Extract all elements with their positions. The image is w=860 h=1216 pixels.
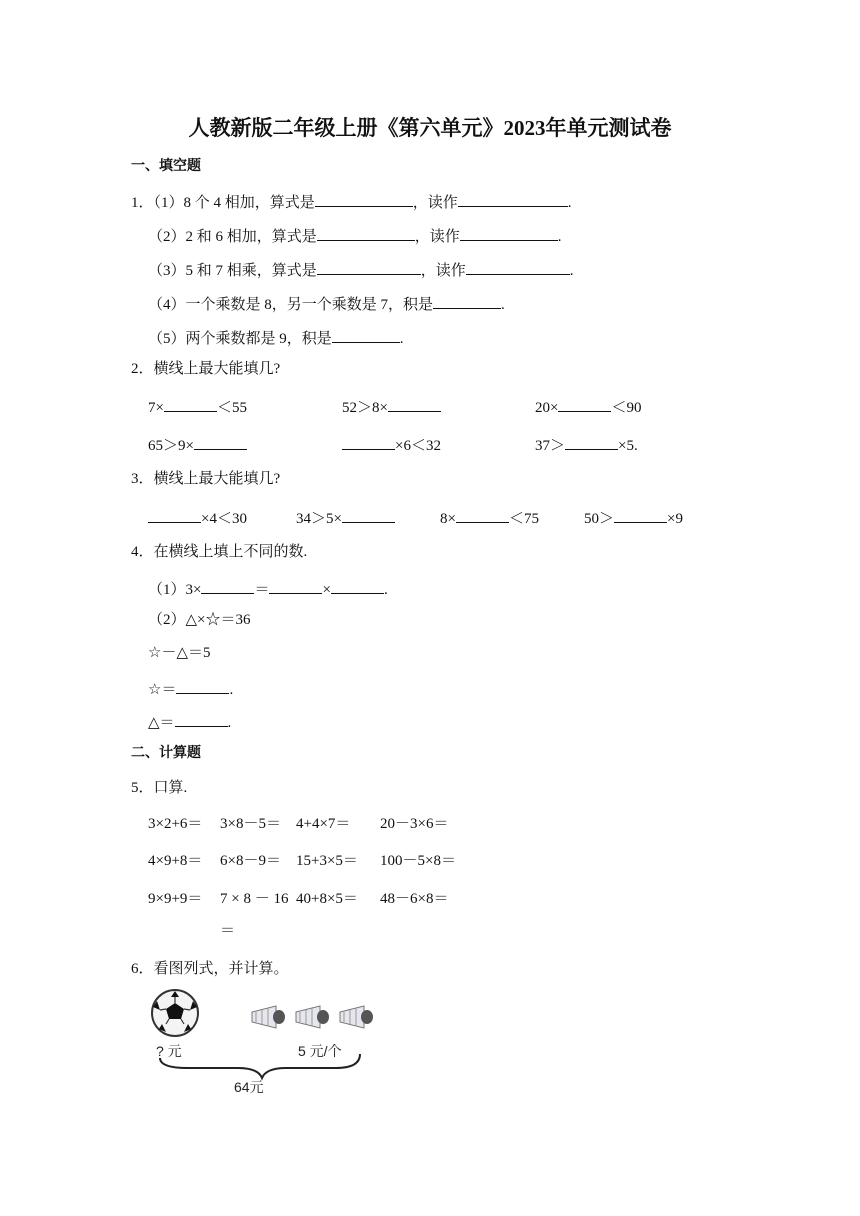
oral-calc-item: 20－3×6＝ — [380, 816, 449, 832]
answer-blank[interactable] — [315, 193, 413, 207]
oral-calc-item: 3×8－5＝ — [220, 816, 281, 832]
q1-part1-read: ，读作 — [412, 195, 458, 211]
answer-blank[interactable] — [466, 261, 570, 275]
section-fill-blank-heading: 一、填空题 — [131, 159, 201, 174]
q2-item — [535, 398, 641, 416]
shuttlecock-icon — [296, 1006, 329, 1028]
period: . — [501, 297, 505, 313]
answer-blank[interactable] — [460, 227, 558, 241]
answer-blank[interactable] — [148, 509, 201, 523]
shuttlecock-icon — [252, 1006, 285, 1028]
oral-calc-item: 6×8－9＝ — [220, 853, 281, 869]
q4-star-answer — [148, 680, 233, 698]
period: . — [569, 263, 574, 279]
q2-item-right: ＜90 — [611, 400, 642, 416]
q1-part3 — [148, 261, 574, 279]
q2-item-left: 65＞9× — [148, 438, 194, 454]
answer-blank[interactable] — [331, 580, 384, 594]
answer-blank[interactable] — [332, 329, 400, 343]
period: . — [383, 582, 388, 598]
q3-item — [584, 509, 683, 527]
page-title: 人教新版二年级上册《第六单元》2023年单元测试卷 — [188, 116, 672, 140]
answer-blank[interactable] — [175, 713, 228, 727]
q3-item — [296, 509, 395, 527]
q6-stem: 6．看图列式，并计算。 — [131, 961, 289, 977]
answer-blank[interactable] — [176, 680, 229, 694]
q4-part1 — [148, 580, 388, 598]
q1-part4-text: （4）一个乘数是 8，另一个乘数是 7，积是 — [148, 297, 434, 313]
q1-part5 — [148, 329, 404, 347]
q2-item-right: ×5. — [618, 438, 638, 454]
shuttlecock-icon — [340, 1006, 373, 1028]
q2-item-left: 52＞8× — [342, 400, 388, 416]
answer-blank[interactable] — [558, 398, 611, 412]
section-calculation-heading: 二、计算题 — [131, 746, 201, 761]
answer-blank[interactable] — [565, 436, 618, 450]
period: . — [399, 331, 404, 347]
q1-part1 — [131, 193, 572, 211]
oral-calc-item: 3×2+6＝ — [148, 816, 203, 832]
oral-calc-item: 4+4×7＝ — [296, 816, 351, 832]
oral-calc-item: 15+3×5＝ — [296, 853, 358, 869]
q4-part1-left: （1）3× — [148, 582, 202, 598]
answer-blank[interactable] — [614, 509, 667, 523]
answer-blank[interactable] — [433, 295, 501, 309]
q4-triangle-answer — [148, 713, 231, 731]
q4-part2: （2）△×☆＝36 — [148, 612, 251, 628]
q1-part2-read: ，读作 — [414, 229, 460, 245]
q2-item — [342, 398, 441, 416]
q2-item-right: ×6＜32 — [395, 438, 441, 454]
unit-price-label: 5 元/个 — [298, 1043, 342, 1059]
answer-blank[interactable] — [317, 227, 415, 241]
q6-figure — [148, 988, 388, 1098]
period: . — [567, 195, 572, 211]
q6-figure-drawing — [148, 988, 388, 1098]
q2-item-left: 20× — [535, 400, 559, 416]
soccer-ball-icon — [152, 990, 198, 1036]
q2-item-left: 7× — [148, 400, 164, 416]
q2-item — [342, 436, 441, 454]
answer-blank[interactable] — [456, 509, 509, 523]
q5-stem: 5．口算. — [131, 780, 188, 796]
q3-item-left: 34＞5× — [296, 511, 342, 527]
q1-part4 — [148, 295, 505, 313]
q4-stem: 4．在横线上填上不同的数. — [131, 544, 308, 560]
q2-item — [148, 436, 247, 454]
q4-condition: ☆－△＝5 — [148, 645, 211, 661]
answer-blank[interactable] — [458, 193, 568, 207]
q3-item-right: ×4＜30 — [201, 511, 247, 527]
answer-blank[interactable] — [317, 261, 421, 275]
q2-item-left: 37＞ — [535, 438, 566, 454]
star-label: ☆＝ — [148, 682, 177, 698]
q1-part2-text: （2）2 和 6 相加，算式是 — [148, 229, 317, 245]
period: . — [229, 682, 234, 698]
answer-blank[interactable] — [164, 398, 217, 412]
times-sign: × — [322, 582, 331, 598]
q3-stem: 3．横线上最大能填几? — [131, 471, 281, 487]
oral-calc-item: 40+8×5＝ — [296, 891, 358, 907]
triangle-label: △＝ — [148, 715, 175, 731]
q1-part3-read: ，读作 — [420, 263, 466, 279]
q1-part2 — [148, 227, 562, 245]
answer-blank[interactable] — [388, 398, 441, 412]
q3-item-right: ＜75 — [508, 511, 539, 527]
answer-blank[interactable] — [269, 580, 322, 594]
answer-blank[interactable] — [342, 436, 395, 450]
q3-item-left: 50＞ — [584, 511, 615, 527]
answer-blank[interactable] — [194, 436, 247, 450]
q3-item — [440, 509, 539, 527]
answer-blank[interactable] — [201, 580, 254, 594]
q2-stem: 2．横线上最大能填几? — [131, 361, 281, 377]
unknown-price-label: ? 元 — [156, 1043, 182, 1059]
q3-item-left: 8× — [440, 511, 456, 527]
oral-calc-item: 4×9+8＝ — [148, 853, 203, 869]
oral-calc-item: 7 × 8 － 16 — [220, 891, 289, 907]
oral-calc-wrapped-equals: ＝ — [220, 923, 236, 939]
answer-blank[interactable] — [342, 509, 395, 523]
total-price-label: 64元 — [234, 1079, 264, 1095]
oral-calc-item: 100－5×8＝ — [380, 853, 456, 869]
q3-item-right: ×9 — [667, 511, 683, 527]
q1-part5-text: （5）两个乘数都是 9，积是 — [148, 331, 332, 347]
q2-item — [148, 398, 247, 416]
q1-part3-text: （3）5 和 7 相乘，算式是 — [148, 263, 317, 279]
period: . — [227, 715, 232, 731]
q2-item — [535, 436, 638, 454]
equals-sign: ＝ — [254, 582, 270, 598]
q1-part1-text: 1．（1）8 个 4 相加，算式是 — [131, 195, 315, 211]
period: . — [557, 229, 562, 245]
q3-item — [148, 509, 247, 527]
oral-calc-item: 48－6×8＝ — [380, 891, 449, 907]
q2-item-right: ＜55 — [216, 400, 247, 416]
oral-calc-item: 9×9+9＝ — [148, 891, 203, 907]
